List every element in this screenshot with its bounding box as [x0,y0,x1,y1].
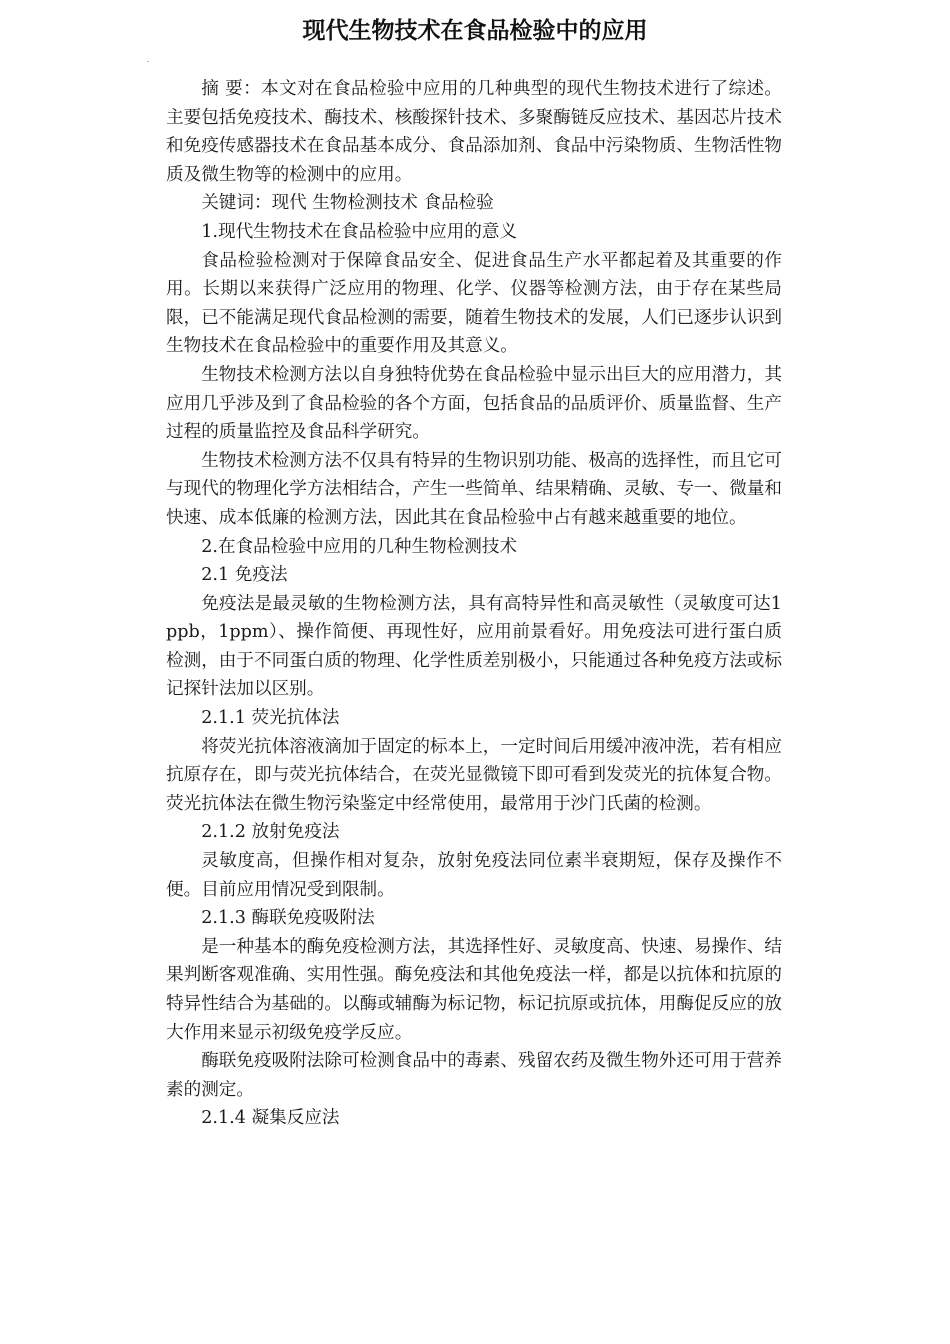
section-heading: 1.现代生物技术在食品检验中应用的意义 [201,221,518,242]
document-title: 现代生物技术在食品检验中的应用 [302,18,648,44]
keywords-line: 关键词：现代 生物检测技术 食品检验 [201,193,494,214]
section-heading: 2.在食品检验中应用的几种生物检测技术 [201,536,518,557]
document-body [166,75,782,1133]
body-paragraph: 生物技术检测方法不仅具有特异的生物识别功能、极高的选择性，而且它可与现代的物理化学方法相结合，产生一些简单、结果精确、灵敏、专一、微量和快速、成本低廉的检测方法，因此其在食品检验中占有越来越重要的地位。 [166,450,782,528]
subsection-heading: 2.1.3 酶联免疫吸附法 [201,908,375,929]
subsection-heading: 2.1.2 放射免疫法 [201,822,340,843]
body-paragraph: 生物技术检测方法以自身独特优势在食品检验中显示出巨大的应用潜力，其应用几乎涉及到了食品检验的各个方面，包括食品的品质评价、质量监督、生产过程的质量监控及食品科学研究。 [166,364,782,443]
body-paragraph: 食品检验检测对于保障食品安全、促进食品生产水平都起着及其重要的作用。长期以来获得广泛应用的物理、化学、仪器等检测方法，由于存在某些局限，已不能满足现代食品检测的需要，随着生物技术的发展，人们已逐步认识到生物技术在食品检验中的重要作用及其意义。 [166,250,782,357]
abstract-paragraph: 摘 要：本文对在食品检验中应用的几种典型的现代生物技术进行了综述。主要包括免疫技术、酶技术、核酸探针技术、多聚酶链反应技术、基因芯片技术和免疫传感器技术在食品基本成分、食品添加剂、食品中污染物质、生物活性物质及微生物等的检测中的应用。 [166,79,782,185]
body-paragraph: 免疫法是最灵敏的生物检测方法，具有高特异性和高灵敏性（灵敏度可达1ppb，1ppm）、操作简便、再现性好，应用前景看好。用免疫法可进行蛋白质检测，由于不同蛋白质的物理、化学性质差别极小，只能通过各种免疫方法或标记探针法加以区别。 [166,593,782,700]
body-paragraph: 灵敏度高，但操作相对复杂，放射免疫法同位素半衰期短，保存及操作不便。目前应用情况受到限制。 [166,851,782,900]
body-paragraph: 将荧光抗体溶液滴加于固定的标本上，一定时间后用缓冲液冲洗，若有相应抗原存在，即与荧光抗体结合，在荧光显微镜下即可看到发荧光的抗体复合物。荧光抗体法在微生物污染鉴定中经常使用，最常用于沙门氏菌的检测。 [166,736,782,814]
subsection-heading: 2.1.4 凝集反应法 [201,1108,340,1129]
subsection-heading: 2.1.1 荧光抗体法 [201,708,340,729]
scan-speck [147,61,149,62]
subsection-heading: 2.1 免疫法 [201,565,288,586]
body-paragraph: 酶联免疫吸附法除可检测食品中的毒素、残留农药及微生物外还可用于营养素的测定。 [166,1051,782,1100]
body-paragraph: 是一种基本的酶免疫检测方法，其选择性好、灵敏度高、快速、易操作、结果判断客观准确、实用性强。酶免疫法和其他免疫法一样，都是以抗体和抗原的特异性结合为基础的。以酶或辅酶为标记物，标记抗原或抗体，用酶促反应的放大作用来显示初级免疫学反应。 [166,936,782,1043]
